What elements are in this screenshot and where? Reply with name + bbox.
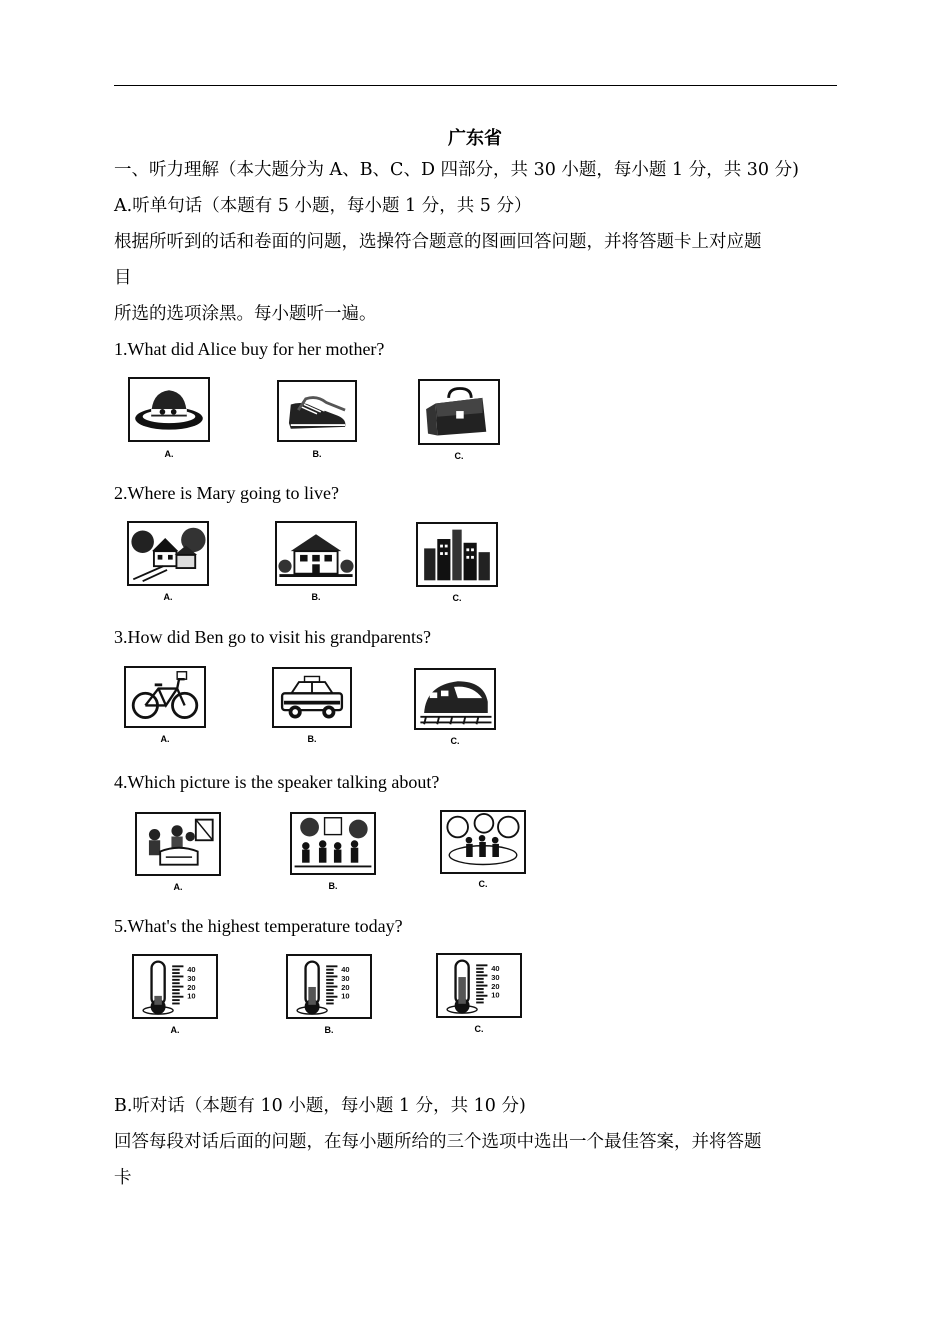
question-3: 3.How did Ben go to visit his grandparents? [114, 627, 431, 647]
option-label: A. [164, 449, 174, 459]
option-label: A. [170, 1025, 180, 1035]
hat-icon [128, 377, 210, 442]
page-title: 广东省 [448, 128, 502, 149]
people-street-icon [290, 812, 376, 875]
part-a-instruction: 根据所听到的话和卷面的问题，选操符合题意的图画回答问题，并将答题卡上对应题 [114, 232, 762, 252]
option-label: B. [312, 449, 322, 459]
option-label: B. [328, 881, 338, 891]
section-heading: 一、听力理解（本大题分为 A、B、C、D 四部分，共 30 小题，每小题 1 分，共 30 分) [114, 160, 799, 180]
option-label: B. [307, 734, 317, 744]
question-4: 4.Which picture is the speaker talking about? [114, 772, 440, 792]
part-a-instruction-end: 所选的选项涂黑。每小题听一遍。 [114, 304, 377, 324]
part-b-instruction-cont: 卡 [114, 1168, 132, 1188]
taxi-icon [272, 667, 352, 728]
option-label: A. [160, 734, 170, 744]
question-2: 2.Where is Mary going to live? [114, 483, 339, 503]
scale-label: 20 [187, 982, 196, 992]
option-label: C. [452, 593, 462, 603]
scale-label: 10 [187, 991, 196, 1001]
scale-label: 20 [341, 982, 350, 992]
option-label: C. [450, 736, 460, 746]
house-icon [275, 521, 357, 586]
scale-label: 40 [187, 964, 196, 974]
option-label: C. [454, 451, 464, 461]
option-label: A. [163, 592, 173, 602]
scale-label: 30 [491, 972, 500, 982]
scale-label: 30 [187, 973, 196, 983]
countryside-houses-icon [127, 521, 209, 586]
option-label: C. [474, 1024, 484, 1034]
sneakers-icon [277, 380, 357, 442]
bicycle-icon [124, 666, 206, 728]
bag-icon [418, 379, 500, 445]
option-label: A. [173, 882, 183, 892]
part-a-instruction-cont: 目 [114, 268, 132, 288]
scale-label: 30 [341, 973, 350, 983]
question-1: 1.What did Alice buy for her mother? [114, 339, 385, 359]
train-icon [414, 668, 496, 730]
people-park-icon [440, 810, 526, 874]
question-5: 5.What's the highest temperature today? [114, 916, 403, 936]
option-label: B. [324, 1025, 334, 1035]
mercury-level [458, 977, 466, 1004]
part-a-heading: A.听单句话（本题有 5 小题，每小题 1 分，共 5 分） [114, 196, 532, 216]
option-label: B. [311, 592, 321, 602]
scale-label: 20 [491, 981, 500, 991]
scale-label: 10 [341, 991, 350, 1001]
mercury-level [308, 987, 316, 1005]
scale-label: 40 [491, 963, 500, 973]
city-buildings-icon [416, 522, 498, 587]
thermometer-icon [132, 954, 218, 1019]
thermometer-icon [436, 953, 522, 1018]
thermometer-icon [286, 954, 372, 1019]
family-room-icon [135, 812, 221, 876]
part-b-instruction: 回答每段对话后面的问题，在每小题所给的三个选项中选出一个最佳答案，并将答题 [114, 1132, 762, 1152]
option-label: C. [478, 879, 488, 889]
scale-label: 10 [491, 990, 500, 1000]
scale-label: 40 [341, 964, 350, 974]
part-b-heading: B.听对话（本题有 10 小题，每小题 1 分，共 10 分) [114, 1096, 526, 1116]
header-rule [114, 85, 837, 86]
mercury-level [154, 996, 162, 1005]
